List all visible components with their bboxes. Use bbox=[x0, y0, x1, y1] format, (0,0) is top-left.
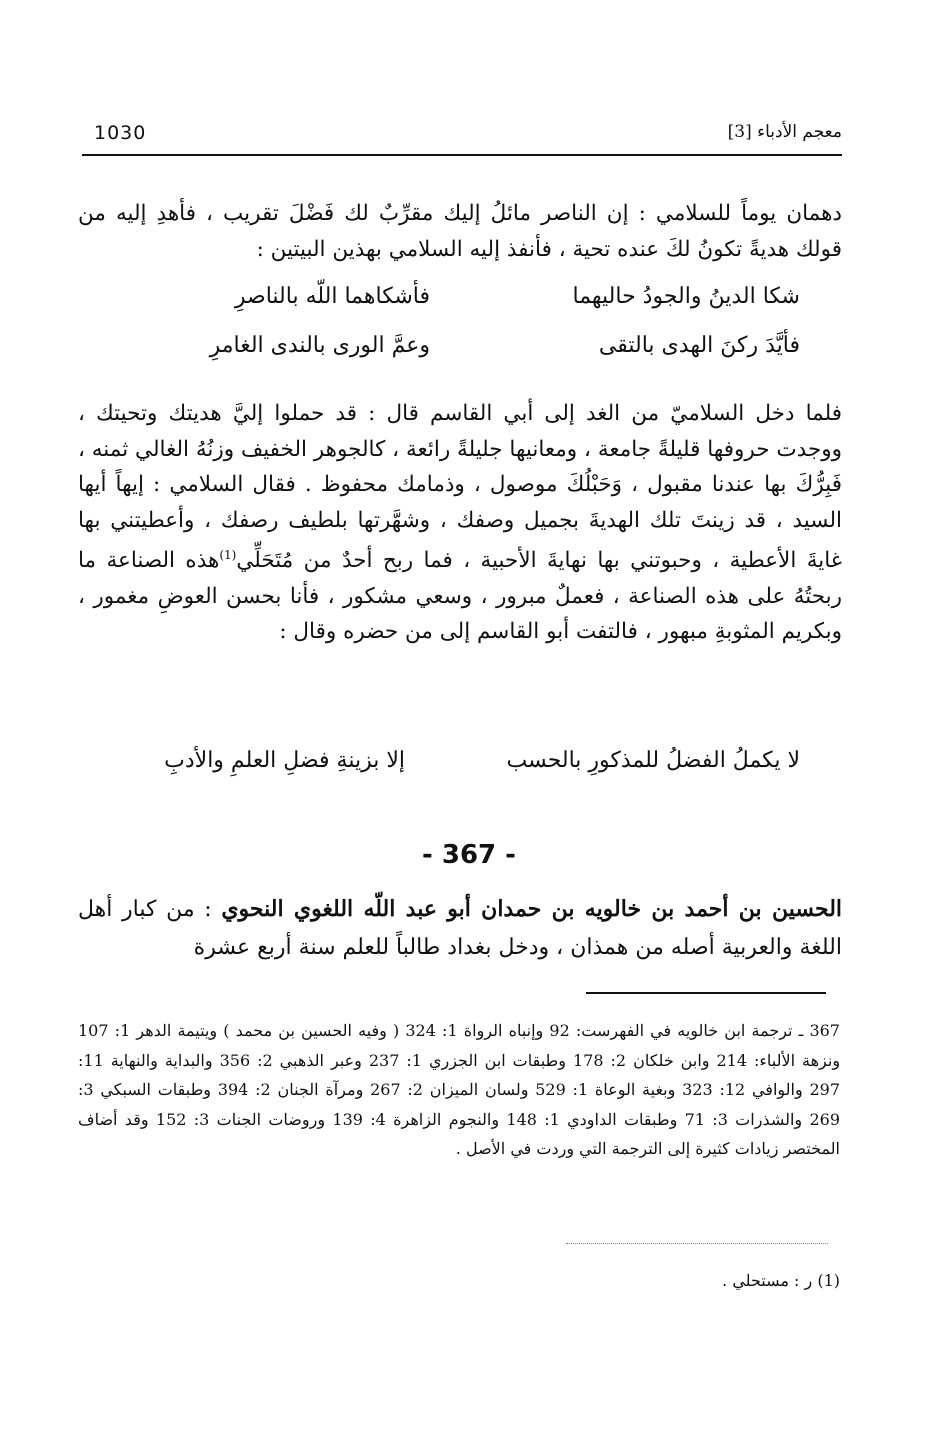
verse-3 bbox=[150, 748, 800, 788]
entry-paragraph bbox=[78, 890, 842, 967]
entry-number: - 367 - bbox=[422, 840, 516, 870]
footnote-source-list: 367 ـ ترجمة ابن خالويه في الفهرست: 92 وإنباه الرواة 1: 324 ( وفيه الحسين بن محمد ) ويتيمة الدهر 1: 107 ونزهة الألباء: 214 وابن خلكان 2: 178 وطبقات ابن الجزري 1: 237 وعبر الذهبي 2: 356 والبداية والنهاية 11: 297 والوافي 12: 323 وبغية الوعاة 1: 529 ولسان الميزان 2: 267 ومرآة الجنان 2: 394 وطبقات السبكي 3: 269 والشذرات 3: 71 وطبقات الداودي 1: 148 والنجوم الزاهرة 4: 139 وروضات الجنات 3: 152 وقد أضاف المختصر زيادات كثيرة إلى الترجمة التي وردت في الأصل . bbox=[78, 1021, 841, 1158]
verse-1-hemistich-1: شكا الدينُ والجودُ حاليهما bbox=[572, 284, 800, 309]
footnote-variant-reading: (1) ر : مستحلي . bbox=[722, 1271, 840, 1290]
verse-1-hemistich-2: فأشكاهما اللّه بالناصرِ bbox=[234, 284, 430, 309]
header-rule bbox=[82, 154, 842, 156]
paragraph-1: دهمان يوماً للسلامي : إن الناصر مائلُ إليك مقرِّبٌ لك فَضْلَ تقريب ، فأهدِ إليه من قولك هديةً تكونُ لكَ عنده تحية ، فأنفذ إليه السلامي بهذين البيتين : bbox=[78, 201, 842, 262]
page-number: 1030 bbox=[94, 122, 147, 144]
verse-3-hemistich-2: إلا بزينةِ فضلِ العلمِ والأدبِ bbox=[164, 748, 405, 773]
footnote-divider bbox=[566, 1243, 828, 1244]
verse-2-hemistich-2: وعمَّ الورى بالندى الغامرِ bbox=[209, 333, 430, 358]
footnote-rule bbox=[586, 992, 826, 994]
running-title: معجم الأدباء [3] bbox=[727, 122, 842, 142]
paragraph-2 bbox=[78, 396, 842, 650]
footnote-ref-1: (1) bbox=[219, 548, 237, 562]
entry-name: الحسين بن أحمد بن خالويه بن حمدان أبو عبد اللّه اللغوي النحوي bbox=[221, 896, 843, 922]
page-header bbox=[82, 118, 842, 154]
verse-3-hemistich-1: لا يكملُ الفضلُ للمذكورِ بالحسب bbox=[506, 748, 800, 773]
entry-text: : من كبار أهل اللغة والعربية أصله من همذان ، ودخل بغداد طالباً للعلم سنة أربع عشرة bbox=[78, 897, 842, 960]
verse-2-hemistich-1: فأيَّدَ ركنَ الهدى بالتقى bbox=[598, 333, 800, 358]
paragraph-2-text: فلما دخل السلاميّ من الغد إلى أبي القاسم قال : قد حملوا إليَّ هديتك وتحيتك ، ووجدت حروفها قليلةً جامعة ، ومعانيها جليلةً رائعة ، كالجوهر الخفيف وزنُهُ الغالي ثمنه ، فَبِرُّكَ بها عندنا مقبول ، وَحَبْلُكَ موصول ، وذمامك محفوظ . فقال السلامي : إيهاً أيها السيد ، قد زينتَ تلك الهديةَ بجميل وصفك ، وشهَّرتها بلطيف رصفك ، وأعطيتني بها غايةَ الأعطية ، وحبوتني بها نهايةَ الأحبية ، فما ربح أحدٌ من مُتَحَلِّي bbox=[78, 401, 842, 574]
paragraph-2-continuation: هذه الصناعة ما ربحتُهُ على هذه الصناعة ، فعملٌ مبرور ، وسعي مشكور ، فأنا بحسن العوضِ مغمور ، وبكريم المثوبةِ مبهور ، فالتفت أبو القاسم إلى من حضره وقال : bbox=[78, 548, 842, 645]
verse-2 bbox=[140, 333, 800, 373]
verse-1 bbox=[140, 284, 800, 324]
